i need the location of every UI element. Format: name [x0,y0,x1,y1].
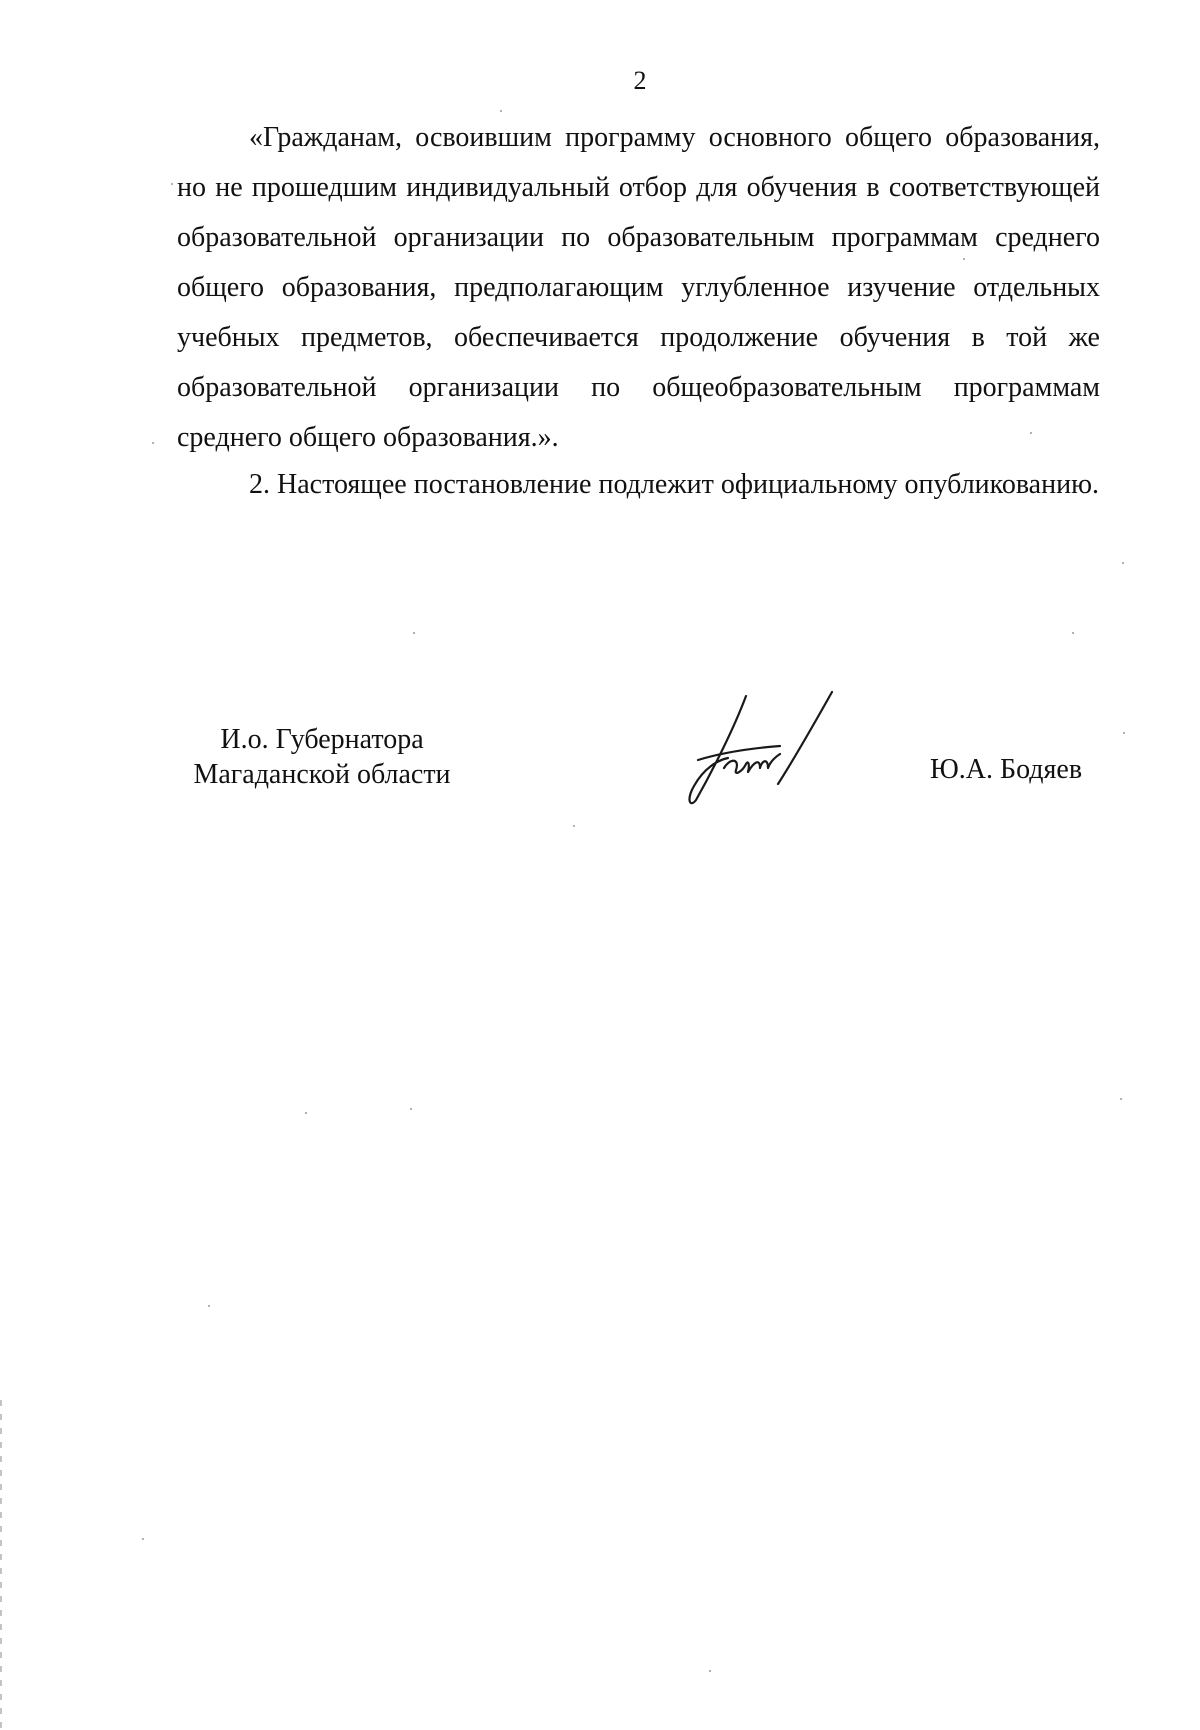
handwritten-signature [684,688,844,808]
scan-speck [413,632,415,634]
scan-speck [1123,732,1125,734]
scan-speck [171,183,173,185]
signer-title-line-1: И.о. Губернатора [220,724,424,755]
amendment-paragraph: «Гражданам, освоившим программу основного общего образования, но не прошедшим индивидуальный отбор для обучения в соответствующей образовательной организации по образовательным программам среднего общего образования, предполагающим углубленное изучение отдельных учебных предметов, обеспечивается продолжение обучения в той же образовательной организации по общеобразовательным программам среднего общего образования.». [177,122,1100,453]
scan-speck [305,1112,307,1114]
scan-speck [1122,562,1124,564]
page-number: 2 [633,66,647,95]
scan-speck [1072,632,1074,634]
publication-paragraph: 2. Настоящее постановление подлежит официальному опубликованию. [249,469,1099,500]
scan-speck [500,110,502,112]
scan-speck [709,1670,711,1672]
scan-speck [142,1538,144,1540]
scan-speck [152,442,154,444]
scan-speck [208,1305,210,1307]
scan-speck [963,258,965,260]
scan-speck [1030,432,1032,434]
signer-title-line-2: Магаданской области [193,759,451,790]
scan-edge-mark [0,1400,2,1730]
signer-title [168,722,476,792]
signer-name: Ю.А. Бодяев [930,754,1083,785]
scan-speck [1120,1098,1122,1100]
scan-speck [410,1108,412,1110]
scan-speck [573,825,575,827]
